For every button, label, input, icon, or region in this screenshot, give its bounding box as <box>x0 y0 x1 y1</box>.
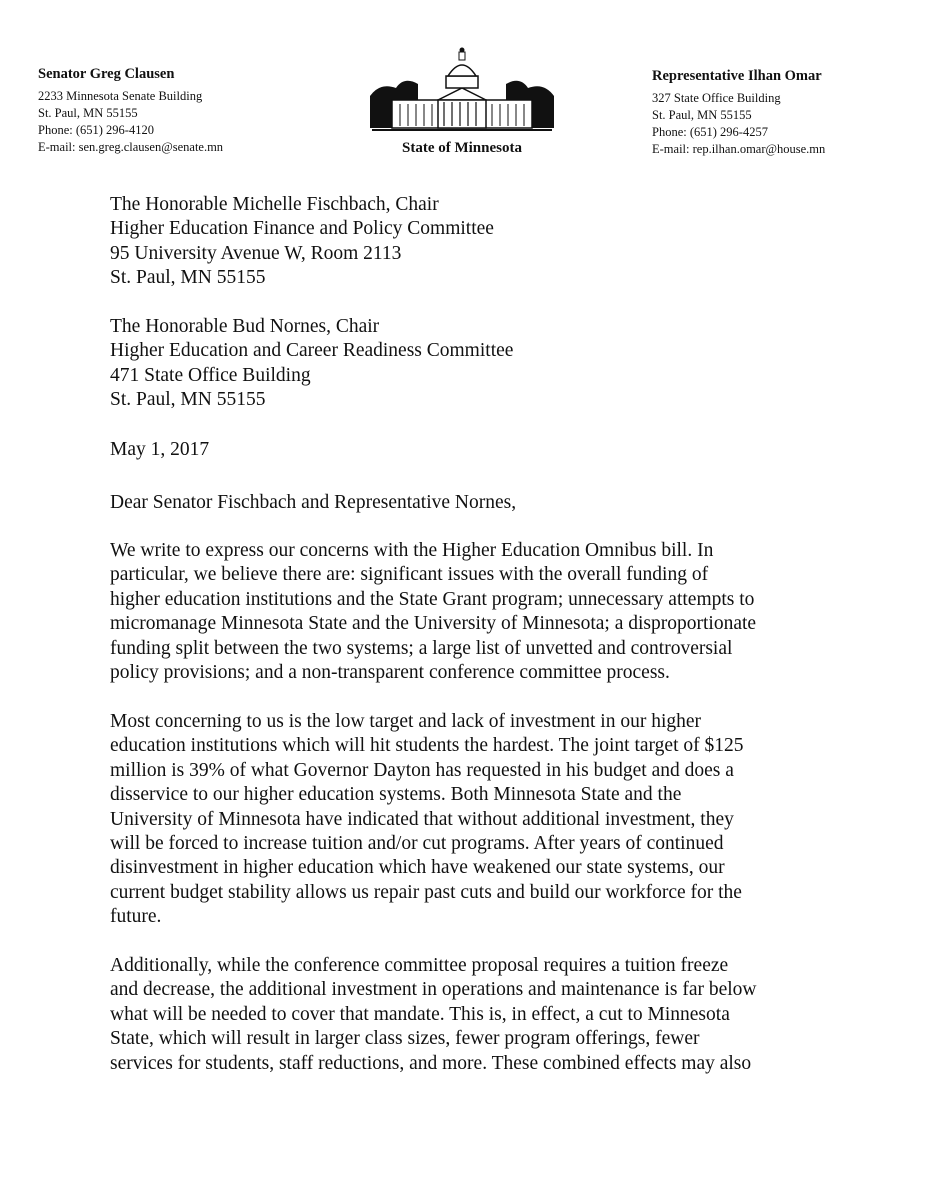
recipient-address-2 <box>110 315 850 413</box>
paragraph-line: micromanage Minnesota State and the University of Minnesota; a disproportionate <box>110 613 757 635</box>
paragraph-line: We write to express our concerns with the Higher Education Omnibus bill. In <box>110 540 714 561</box>
sender-phone-right: Phone: (651) 296-4257 <box>652 125 768 139</box>
paragraph-line: and decrease, the additional investment in operations and maintenance is far below <box>110 979 757 1001</box>
paragraph-line: higher education institutions and the State Grant program; unnecessary attempts to <box>110 588 755 610</box>
paragraph-line: particular, we believe there are: significant issues with the overall funding of <box>110 564 709 586</box>
sender-name-left: Senator Greg Clausen <box>38 66 175 82</box>
recipient-line: Higher Education Finance and Policy Committee <box>110 218 494 240</box>
sender-address-line-left: St. Paul, MN 55155 <box>38 106 138 120</box>
recipient-line: The Honorable Michelle Fischbach, Chair <box>110 194 439 215</box>
paragraph-line: services for students, staff reductions, and more. These combined effects may also <box>110 1052 752 1074</box>
body-paragraph-1 <box>110 539 850 685</box>
sender-phone-left: Phone: (651) 296-4120 <box>38 123 154 137</box>
paragraph-line: funding split between the two systems; a large list of unvetted and controversial <box>110 637 733 659</box>
paragraph-line: education institutions which will hit students the hardest. The joint target of $125 <box>110 735 744 757</box>
sender-block-left <box>38 66 223 156</box>
paragraph-line: State, which will result in larger class sizes, fewer program offerings, fewer <box>110 1028 700 1050</box>
sender-email-left: E-mail: sen.greg.clausen@senate.mn <box>38 140 224 154</box>
sender-address-line-left: 2233 Minnesota Senate Building <box>38 89 203 103</box>
paragraph-line: will be forced to increase tuition and/or cut programs. After years of continued <box>110 833 724 855</box>
sender-email-right: E-mail: rep.ilhan.omar@house.mn <box>652 142 826 156</box>
state-of-minnesota-caption: State of Minnesota <box>402 140 522 156</box>
paragraph-line: disservice to our higher education systems. Both Minnesota State and the <box>110 784 682 806</box>
paragraph-line: University of Minnesota have indicated that without additional investment, they <box>110 808 734 830</box>
capitol-building-icon <box>362 44 562 134</box>
sender-block-right <box>652 68 825 158</box>
sender-address-line-right: 327 State Office Building <box>652 91 781 105</box>
body-paragraph-2 <box>110 710 850 930</box>
paragraph-line: policy provisions; and a non-transparent conference committee process. <box>110 662 670 684</box>
body-paragraph-3 <box>110 954 850 1076</box>
recipient-line: 471 State Office Building <box>110 364 311 386</box>
paragraph-line: what will be needed to cover that mandate. This is, in effect, a cut to Minnesota <box>110 1003 730 1025</box>
paragraph-line: future. <box>110 906 162 928</box>
sender-address-line-right: St. Paul, MN 55155 <box>652 108 752 122</box>
letter-date: May 1, 2017 <box>110 439 210 460</box>
salutation: Dear Senator Fischbach and Representative Nornes, <box>110 492 517 513</box>
recipient-line: Higher Education and Career Readiness Committee <box>110 340 514 362</box>
recipient-line: St. Paul, MN 55155 <box>110 267 266 289</box>
recipient-address-1 <box>110 193 850 291</box>
paragraph-line: disinvestment in higher education which have weakened our state systems, our <box>110 857 725 879</box>
paragraph-line: million is 39% of what Governor Dayton has requested in his budget and does a <box>110 759 734 781</box>
recipient-line: St. Paul, MN 55155 <box>110 389 266 411</box>
sender-name-right: Representative Ilhan Omar <box>652 68 822 84</box>
paragraph-line: current budget stability allows us repair past cuts and build our workforce for the <box>110 881 742 903</box>
recipient-line: 95 University Avenue W, Room 2113 <box>110 242 402 264</box>
paragraph-line: Most concerning to us is the low target and lack of investment in our higher <box>110 711 702 732</box>
recipient-line: The Honorable Bud Nornes, Chair <box>110 316 380 337</box>
paragraph-line: Additionally, while the conference committee proposal requires a tuition freeze <box>110 955 729 976</box>
